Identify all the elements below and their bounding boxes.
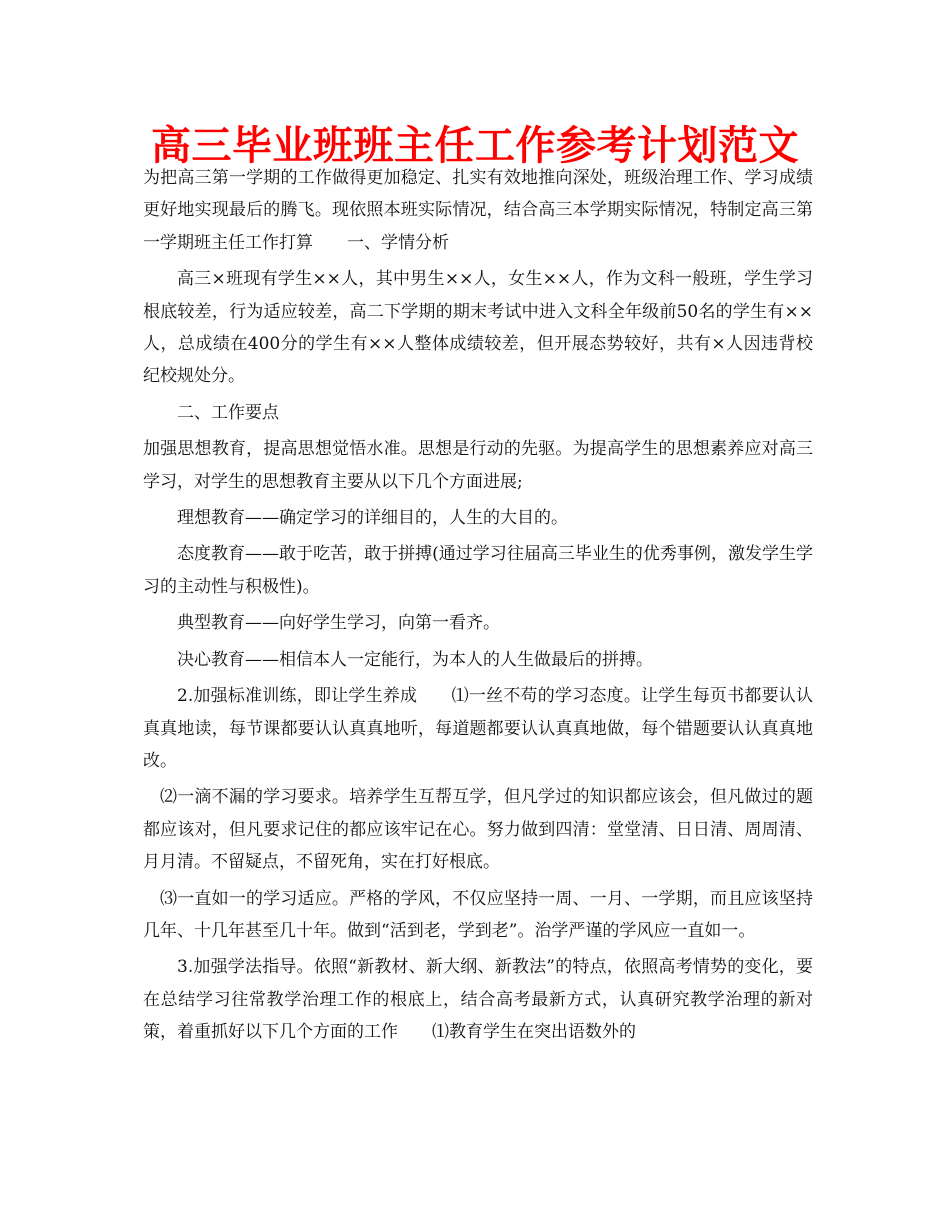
study-method-paragraph: 3.加强学法指导。依照“新教材、新大纲、新教法”的特点，依照高考情势的变化，要在总结学习往常教学治理工作的根底上，结合高考最新方式，认真研究教学治理的新对策，着重抓好以下几个方面的工作 ⑴教育学生在突出语数外的 [143, 957, 813, 1043]
thought-education-paragraph: 加强思想教育，提高思想觉悟水准。思想是行动的先驱。为提高学生的思想素养应对高三学习，对学生的思想教育主要从以下几个方面进展; [143, 439, 813, 492]
model-education-paragraph: 典型教育——向好学生学习，向第一看齐。 [177, 613, 500, 634]
attitude-education-paragraph: 态度教育——敢于吃苦，敢于拼搏(通过学习往届高三毕业生的优秀事例，激发学生学习的主动性与积极性)。 [143, 544, 813, 597]
study-requirement-paragraph: ⑵一滴不漏的学习要求。培养学生互帮互学，但凡学过的知识都应该会，但凡做过的题都应该对，但凡要求记住的都应该牢记在心。努力做到四清：堂堂清、日日清、周周清、月月清。不留疑点，不留死角，实在打好根底。 [143, 787, 813, 873]
class-analysis-paragraph: 高三×班现有学生××人，其中男生××人，女生××人，作为文科一般班，学生学习根底较差，行为适应较差，高二下学期的期末考试中进入文科全年级前50名的学生有××人，总成绩在400分的学生有××人整体成绩较差，但开展态势较好，共有×人因违背校纪校规处分。 [143, 269, 813, 387]
ideal-education-paragraph: 理想教育——确定学习的详细目的，人生的大目的。 [177, 508, 568, 529]
resolve-education-paragraph: 决心教育——相信本人一定能行，为本人的人生做最后的拼搏。 [177, 649, 653, 670]
document-title: 高三毕业班班主任工作参考计划范文 [151, 122, 799, 169]
study-habit-paragraph: ⑶一直如一的学习适应。严格的学风，不仅应坚持一周、一月、一学期，而且应该坚持几年、十几年甚至几十年。做到“活到老，学到老”。治学严谨的学风应一直如一。 [143, 888, 813, 941]
document-body [143, 162, 813, 1053]
section-heading-work-points: 二、工作要点 [177, 402, 279, 423]
standard-training-paragraph: 2.加强标准训练，即让学生养成 ⑴一丝不苟的学习态度。让学生每页书都要认认真真地读，每节课都要认认真真地听，每道题都要认认真真地做，每个错题要认认真真地改。 [143, 686, 813, 771]
intro-paragraph: 为把高三第一学期的工作做得更加稳定、扎实有效地推向深处，班级治理工作、学习成绩更好地实现最后的腾飞。现依照本班实际情况，结合高三本学期实际情况，特制定高三第一学期班主任工作打算 一、学情分析 [143, 168, 813, 253]
